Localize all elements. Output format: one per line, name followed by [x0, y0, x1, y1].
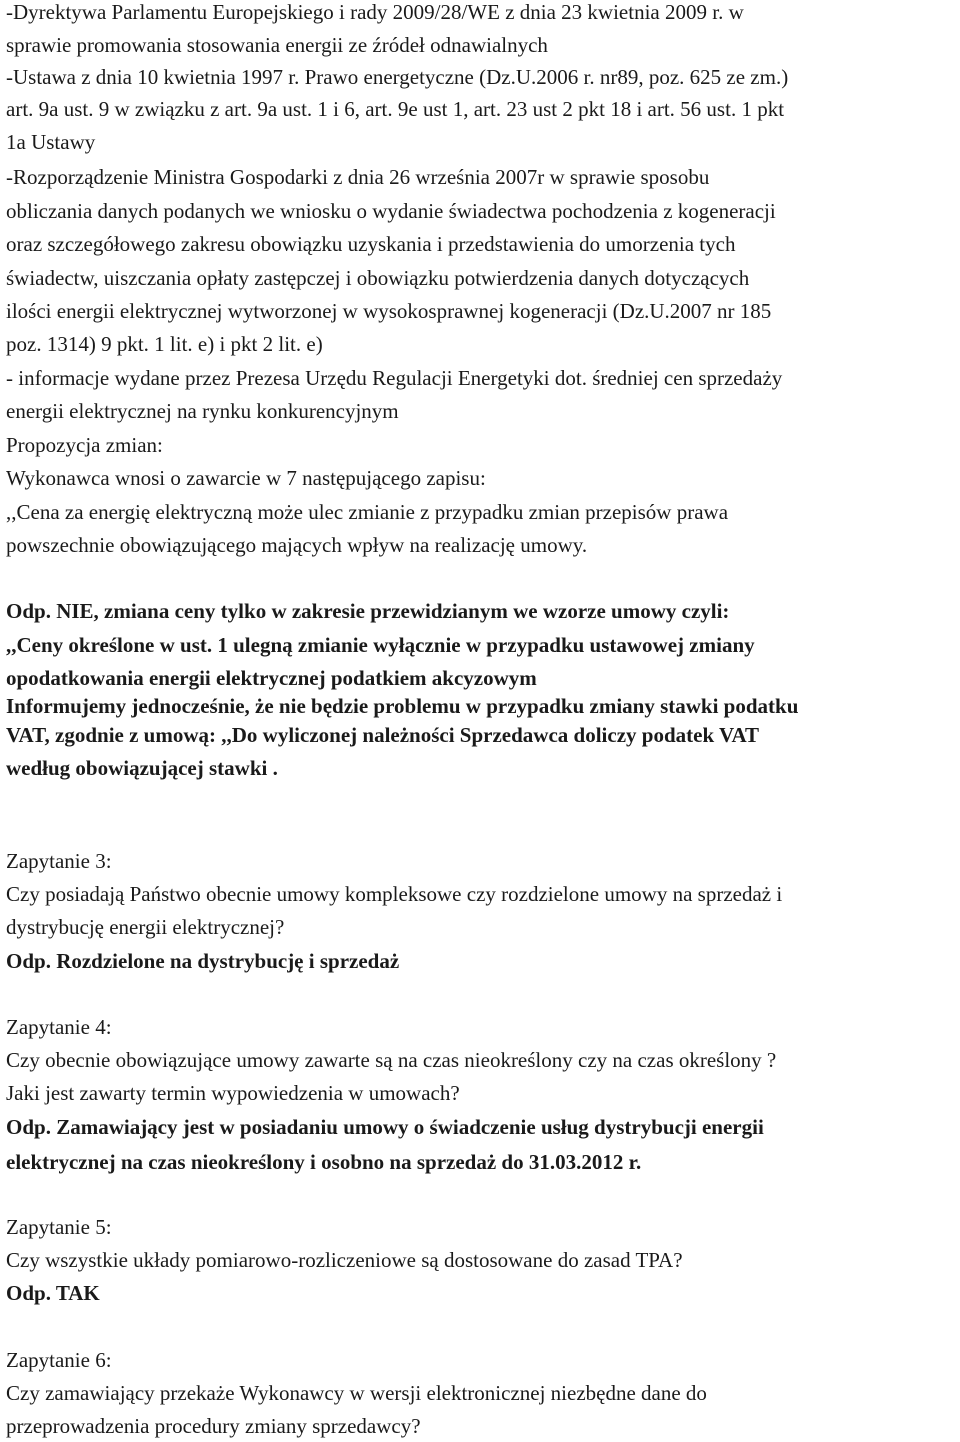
text-line: energii elektrycznej na rynku konkurencyjnym — [6, 399, 399, 423]
text-line: -Dyrektywa Parlamentu Europejskiego i rady 2009/28/WE z dnia 23 kwietnia 2009 r. w — [6, 0, 744, 24]
text-line: art. 9a ust. 9 w związku z art. 9a ust. 1 i 6, art. 9e ust 1, art. 23 ust 2 pkt 18 i art. 56 ust. 1 pkt — [6, 97, 785, 121]
answer-line: opodatkowania energii elektrycznej podatkiem akcyzowym — [6, 666, 537, 690]
question-heading: Zapytanie 6: — [6, 1348, 112, 1372]
text-line: powszechnie obowiązującego mających wpływ na realizację umowy. — [6, 533, 588, 557]
question-text: przeprowadzenia procedury zmiany sprzedawcy? — [6, 1414, 421, 1438]
answer-line: według obowiązującej stawki . — [6, 756, 278, 780]
question-text: dystrybucję energii elektrycznej? — [6, 915, 285, 939]
text-line: sprawie promowania stosowania energii ze źródeł odnawialnych — [6, 33, 548, 57]
question-heading: Zapytanie 3: — [6, 849, 112, 873]
text-line: świadectw, uiszczania opłaty zastępczej i obowiązku potwierdzenia danych dotyczących — [6, 266, 750, 290]
answer-line: ,,Ceny określone w ust. 1 ulegną zmianie wyłącznie w przypadku ustawowej zmiany — [6, 633, 755, 657]
text-line: - informacje wydane przez Prezesa Urzędu Regulacji Energetyki dot. średniej cen sprzedaży — [6, 366, 783, 390]
section-heading: Propozycja zmian: — [6, 433, 163, 457]
question-text: Czy wszystkie układy pomiarowo-rozliczeniowe są dostosowane do zasad TPA? — [6, 1248, 683, 1272]
text-line: ,,Cena za energię elektryczną może ulec zmianie z przypadku zmian przepisów prawa — [6, 500, 729, 524]
question-text: Jaki jest zawarty termin wypowiedzenia w umowach? — [6, 1081, 460, 1105]
answer-line: Odp. TAK — [6, 1281, 100, 1305]
question-text: Czy obecnie obowiązujące umowy zawarte są na czas nieokreślony czy na czas określony ? — [6, 1048, 777, 1072]
question-heading: Zapytanie 5: — [6, 1215, 112, 1239]
text-line: 1a Ustawy — [6, 130, 96, 154]
text-line: -Rozporządzenie Ministra Gospodarki z dnia 26 września 2007r w sprawie sposobu — [6, 165, 710, 189]
answer-line: Odp. Rozdzielone na dystrybucję i sprzedaż — [6, 949, 400, 973]
question-heading: Zapytanie 4: — [6, 1015, 112, 1039]
text-line: Wykonawca wnosi o zawarcie w 7 następującego zapisu: — [6, 466, 486, 490]
text-line: -Ustawa z dnia 10 kwietnia 1997 r. Prawo energetyczne (Dz.U.2006 r. nr89, poz. 625 ze zm.) — [6, 65, 789, 89]
answer-line: elektrycznej na czas nieokreślony i osobno na sprzedaż do 31.03.2012 r. — [6, 1150, 642, 1174]
text-line: poz. 1314) 9 pkt. 1 lit. e) i pkt 2 lit. e) — [6, 332, 323, 356]
answer-line: Informujemy jednocześnie, że nie będzie problemu w przypadku zmiany stawki podatku — [6, 694, 799, 718]
answer-line: Odp. Zamawiający jest w posiadaniu umowy o świadczenie usług dystrybucji energii — [6, 1115, 764, 1139]
answer-line: VAT, zgodnie z umową: ,,Do wyliczonej należności Sprzedawca doliczy podatek VAT — [6, 723, 760, 747]
text-line: oraz szczegółowego zakresu obowiązku uzyskania i przedstawienia do umorzenia tych — [6, 232, 736, 256]
question-text: Czy posiadają Państwo obecnie umowy kompleksowe czy rozdzielone umowy na sprzedaż i — [6, 882, 783, 906]
text-line: ilości energii elektrycznej wytworzonej w wysokosprawnej kogeneracji (Dz.U.2007 nr 185 — [6, 299, 772, 323]
text-line: obliczania danych podanych we wniosku o wydanie świadectwa pochodzenia z kogeneracji — [6, 199, 776, 223]
question-text: Czy zamawiający przekaże Wykonawcy w wersji elektronicznej niezbędne dane do — [6, 1381, 707, 1405]
answer-line: Odp. NIE, zmiana ceny tylko w zakresie przewidzianym we wzorze umowy czyli: — [6, 599, 730, 623]
